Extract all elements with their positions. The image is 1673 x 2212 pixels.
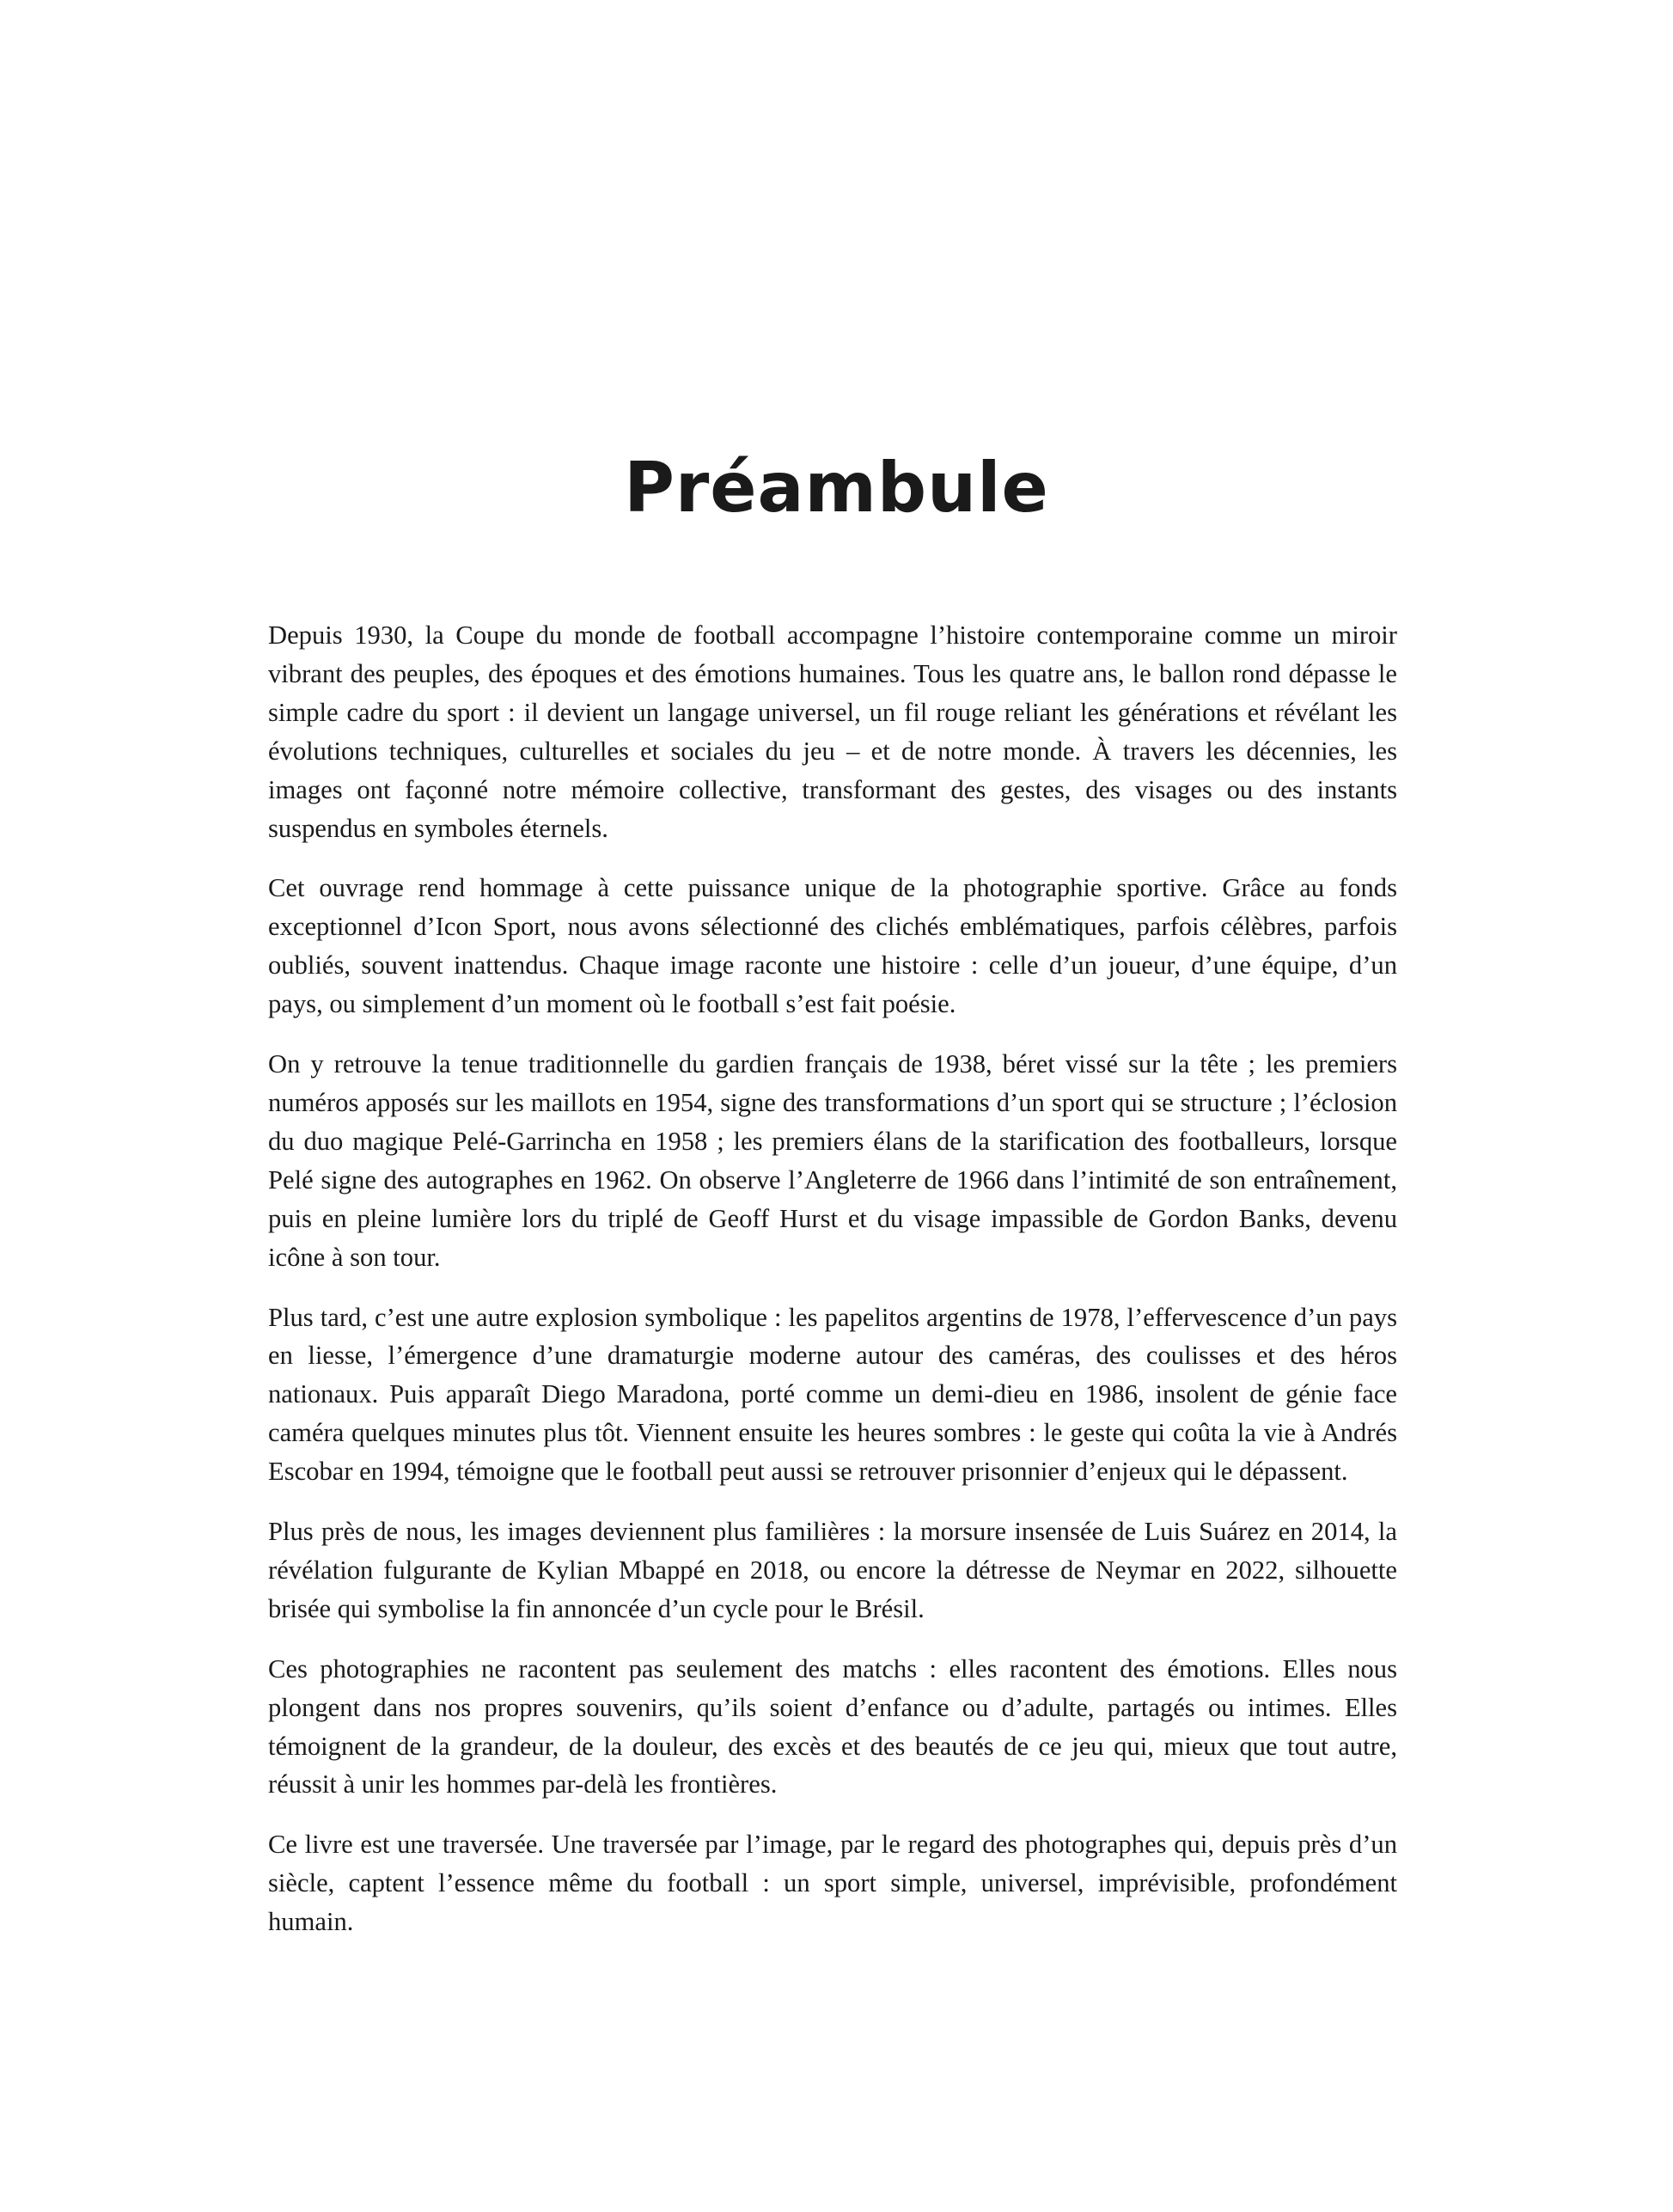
page-title: Préambule	[624, 448, 1049, 528]
paragraph: Cet ouvrage rend hommage à cette puissance unique de la photographie sportive. Grâce au fonds exceptionnel d’Icon Sport, nous avons sélectionné des clichés emblématiques, parfois célèbres, parfois oubliés, souvent inattendus. Chaque image raconte une histoire : celle d’un joueur, d’une équipe, d’un pays, ou simplement d’un moment où le football s’est fait poésie.	[268, 873, 1397, 1019]
paragraph: Plus tard, c’est une autre explosion symbolique : les papelitos argentins de 1978, l’effervescence d’un pays en liesse, l’émergence d’une dramaturgie moderne autour des caméras, des coulisses et des héros nationaux. Puis apparaît Diego Maradona, porté comme un demi-dieu en 1986, insolent de génie face caméra quelques minutes plus tôt. Viennent ensuite les heures sombres : le geste qui coûta la vie à Andrés Escobar en 1994, témoigne que le football peut aussi se retrouver prisonnier d’enjeux qui le dépassent.	[268, 1302, 1397, 1487]
paragraph: Plus près de nous, les images deviennent plus familières : la morsure insensée de Luis Suárez en 2014, la révélation fulgurante de Kylian Mbappé en 2018, ou encore la détresse de Neymar en 2022, silhouette brisée qui symbolise la fin annoncée d’un cycle pour le Brésil.	[268, 1517, 1397, 1623]
paragraph: Ce livre est une traversée. Une traversée par l’image, par le regard des photographes qui, depuis près d’un siècle, captent l’essence même du football : un sport simple, universel, imprévisible, profondément humain.	[268, 1830, 1397, 1937]
paragraph: Depuis 1930, la Coupe du monde de football accompagne l’histoire contemporaine comme un miroir vibrant des peuples, des époques et des émotions humaines. Tous les quatre ans, le ballon rond dépasse le simple cadre du sport : il devient un langage universel, un fil rouge reliant les générations et révélant les évolutions techniques, culturelles et sociales du jeu – et de notre monde. À travers les décennies, les images ont façonné notre mémoire collective, transformant des gestes, des visages ou des instants suspendus en symboles éternels.	[268, 620, 1397, 843]
paragraph: Ces photographies ne racontent pas seulement des matchs : elles racontent des émotions. Elles nous plongent dans nos propres souvenirs, qu’ils soient d’enfance ou d’adulte, partagés ou intimes. Elles témoignent de la grandeur, de la douleur, des excès et des beautés de ce jeu qui, mieux que tout autre, réussit à unir les hommes par-delà les frontières.	[268, 1653, 1397, 1800]
paragraph: On y retrouve la tenue traditionnelle du gardien français de 1938, béret vissé sur la tête ; les premiers numéros apposés sur les maillots en 1954, signe des transformations d’un sport qui se structure ; l’éclosion du duo magique Pelé-Garrincha en 1958 ; les premiers élans de la starification des footballeurs, lorsque Pelé signe des autographes en 1962. On observe l’Angleterre de 1966 dans l’intimité de son entraînement, puis en pleine lumière lors du triplé de Geoff Hurst et du visage impassible de Gordon Banks, devenu icône à son tour.	[268, 1049, 1397, 1272]
body-text	[268, 616, 1397, 1941]
